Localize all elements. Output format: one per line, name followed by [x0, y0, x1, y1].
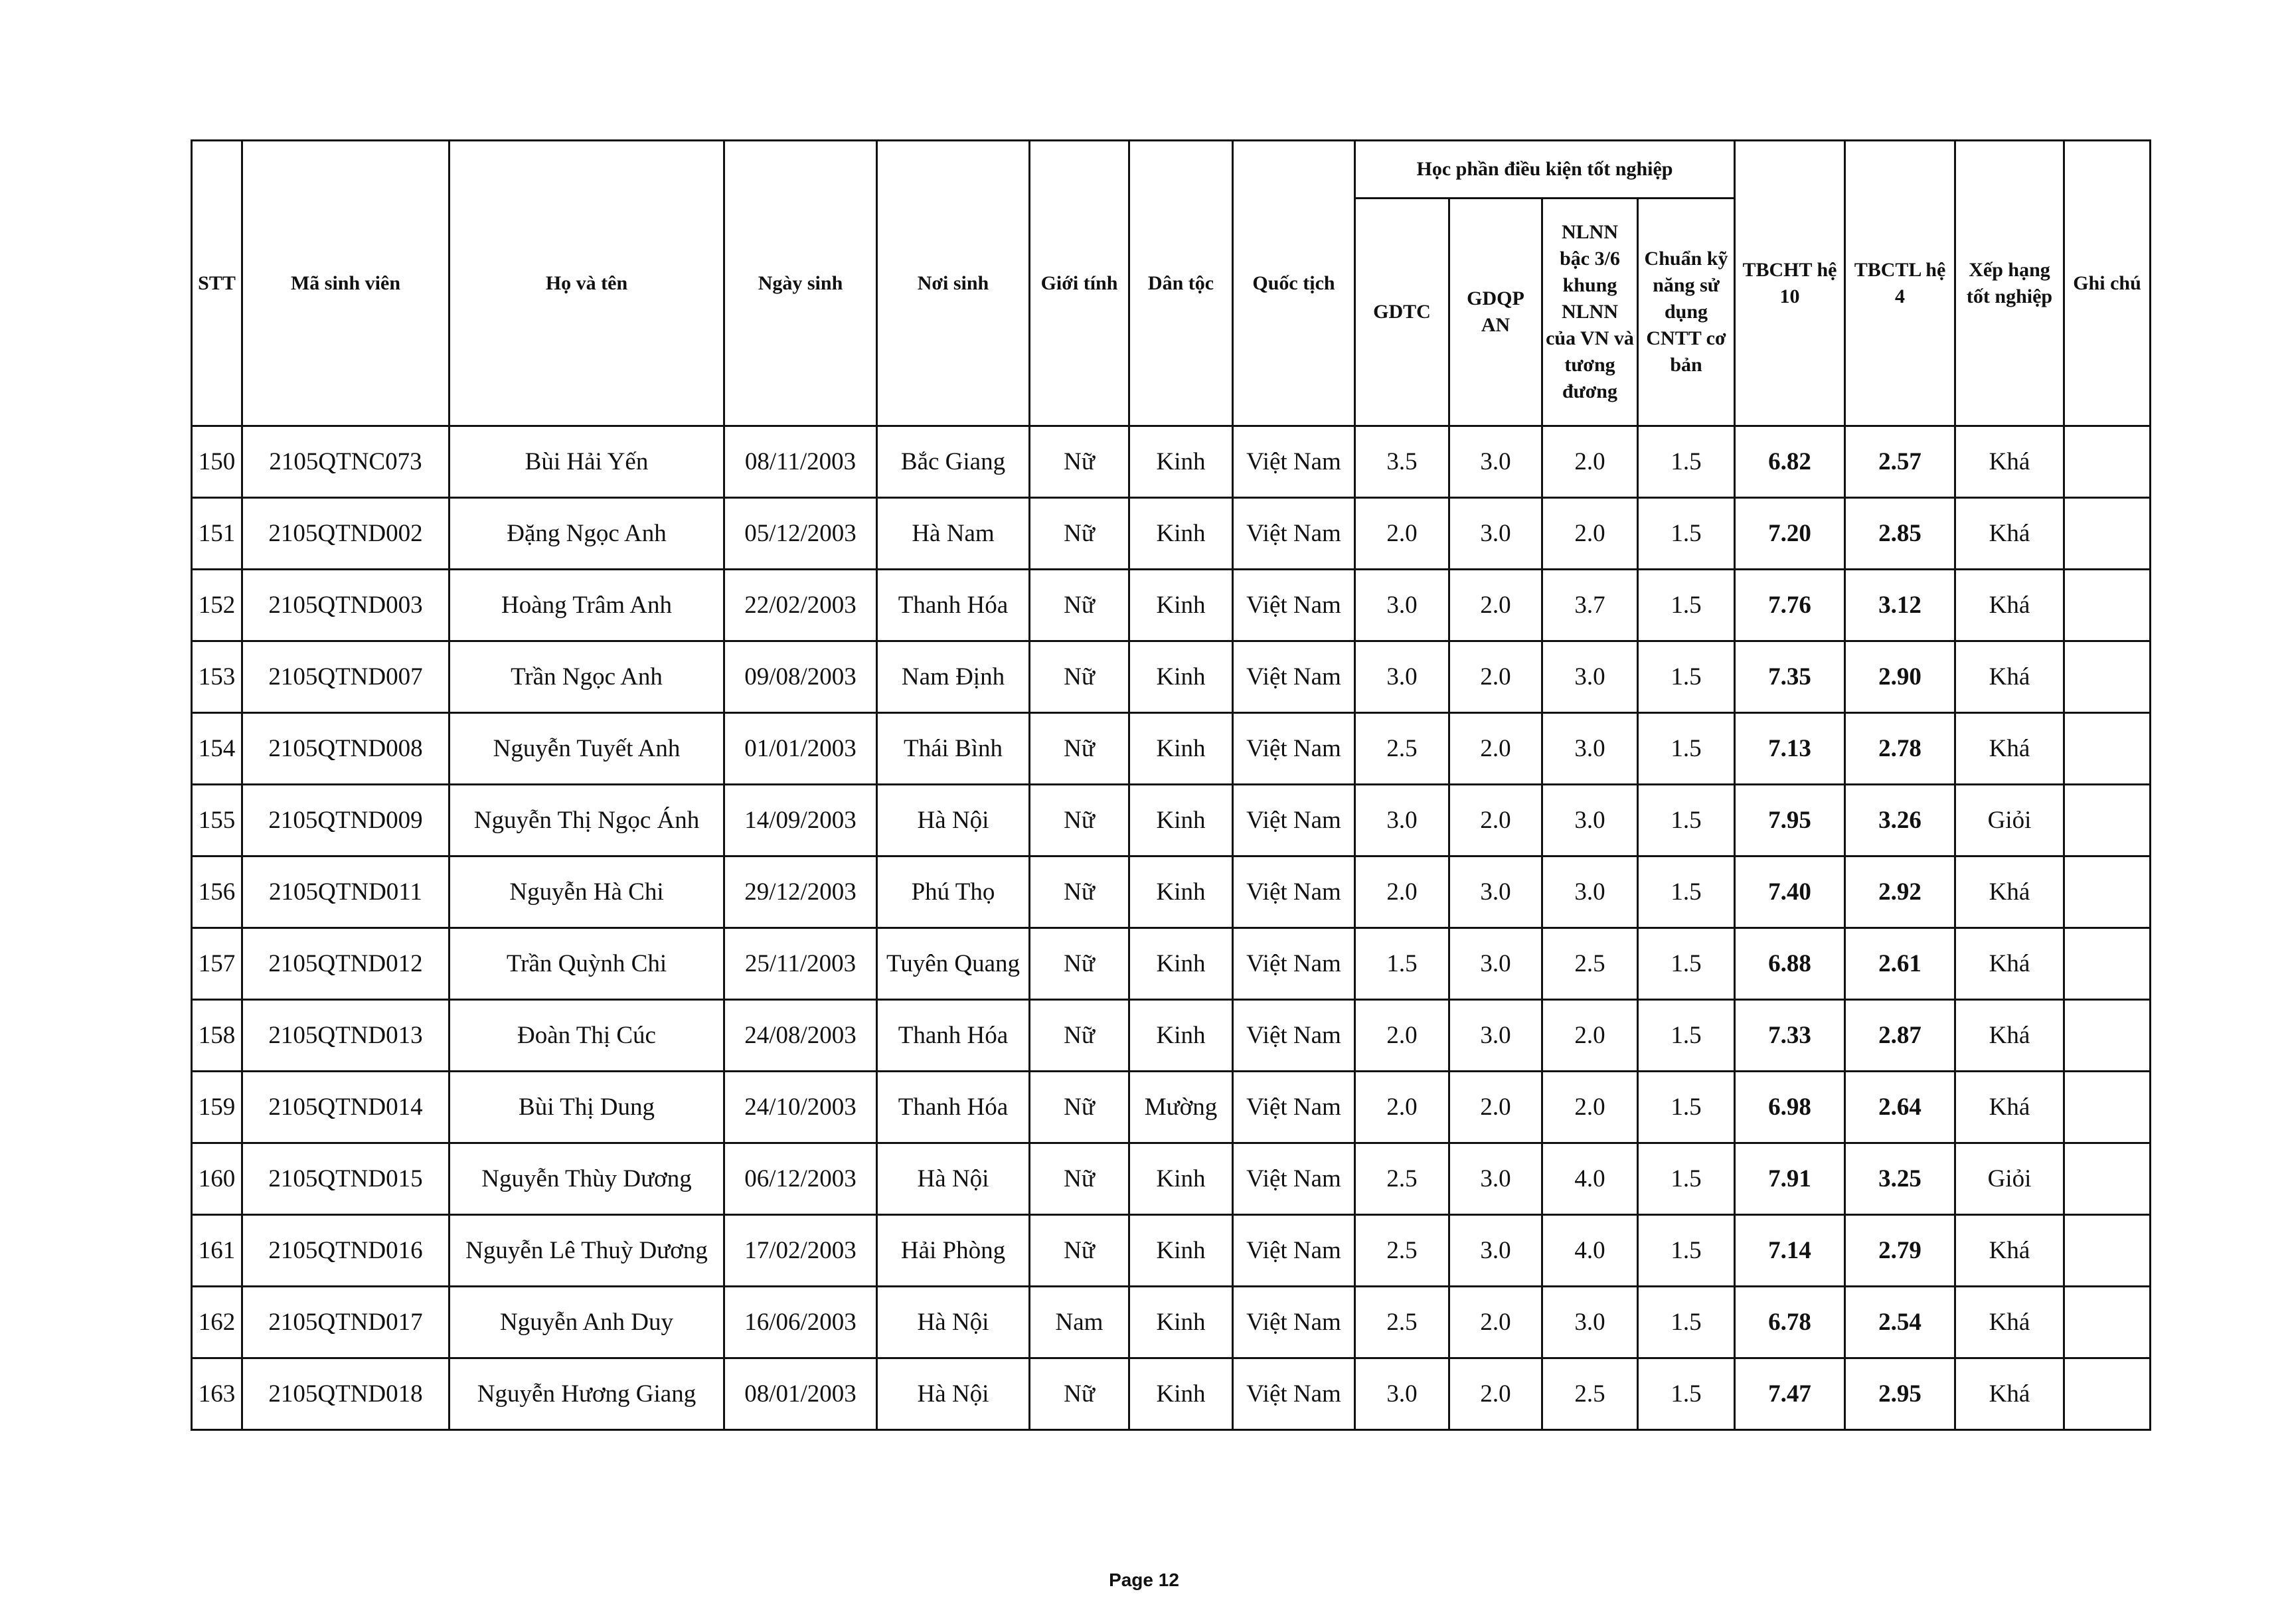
cell-cntt: 1.5: [1638, 928, 1735, 1000]
cell-birth-place: Hà Nội: [877, 1287, 1030, 1358]
cell-cntt: 1.5: [1638, 1000, 1735, 1072]
cell-nlnn: 2.0: [1542, 1000, 1638, 1072]
cell-gdtc: 3.0: [1355, 1358, 1449, 1430]
cell-nationality: Việt Nam: [1233, 1287, 1355, 1358]
cell-ethnicity: Kinh: [1129, 1287, 1233, 1358]
cell-gender: Nữ: [1030, 641, 1129, 713]
header-birth-place: Nơi sinh: [877, 141, 1030, 426]
cell-cntt: 1.5: [1638, 1143, 1735, 1215]
table-row: [192, 1143, 2151, 1215]
cell-full-name: Bùi Hải Yến: [449, 426, 724, 498]
cell-tbctl: 2.54: [1845, 1287, 1955, 1358]
cell-ranking: Khá: [1955, 498, 2064, 570]
cell-ethnicity: Kinh: [1129, 1000, 1233, 1072]
cell-student-id: 2105QTND008: [242, 713, 449, 785]
graduation-table: [191, 139, 2151, 1431]
cell-birth-place: Thanh Hóa: [877, 1072, 1030, 1143]
cell-nlnn: 3.0: [1542, 713, 1638, 785]
cell-nationality: Việt Nam: [1233, 928, 1355, 1000]
cell-tbcht: 7.35: [1735, 641, 1845, 713]
cell-gender: Nữ: [1030, 1143, 1129, 1215]
header-nlnn: NLNN bậc 3/6 khung NLNN của VN và tương đương: [1542, 199, 1638, 426]
cell-birth-place: Hải Phòng: [877, 1215, 1030, 1287]
cell-gender: Nữ: [1030, 498, 1129, 570]
header-stt: STT: [192, 141, 242, 426]
cell-tbcht: 7.95: [1735, 785, 1845, 856]
cell-ranking: Khá: [1955, 928, 2064, 1000]
cell-birth-date: 29/12/2003: [724, 856, 877, 928]
cell-tbcht: 7.40: [1735, 856, 1845, 928]
cell-tbcht: 7.14: [1735, 1215, 1845, 1287]
header-ranking: Xếp hạng tốt nghiệp: [1955, 141, 2064, 426]
cell-nationality: Việt Nam: [1233, 856, 1355, 928]
cell-nationality: Việt Nam: [1233, 1215, 1355, 1287]
cell-gdtc: 2.0: [1355, 856, 1449, 928]
table-row: [192, 1072, 2151, 1143]
cell-note: [2064, 426, 2151, 498]
cell-tbcht: 7.47: [1735, 1358, 1845, 1430]
cell-nlnn: 3.7: [1542, 570, 1638, 641]
cell-cntt: 1.5: [1638, 856, 1735, 928]
cell-gender: Nữ: [1030, 570, 1129, 641]
cell-gender: Nữ: [1030, 1000, 1129, 1072]
table-row: [192, 1000, 2151, 1072]
header-full-name: Họ và tên: [449, 141, 724, 426]
table-row: [192, 1287, 2151, 1358]
cell-tbctl: 2.95: [1845, 1358, 1955, 1430]
cell-cntt: 1.5: [1638, 785, 1735, 856]
cell-nlnn: 3.0: [1542, 641, 1638, 713]
cell-gdtc: 3.0: [1355, 641, 1449, 713]
cell-nationality: Việt Nam: [1233, 498, 1355, 570]
header-ethnicity: Dân tộc: [1129, 141, 1233, 426]
table-row: [192, 713, 2151, 785]
header-graduation-conditions: Học phần điều kiện tốt nghiệp: [1355, 141, 1735, 199]
cell-gender: Nữ: [1030, 713, 1129, 785]
cell-note: [2064, 1215, 2151, 1287]
header-note: Ghi chú: [2064, 141, 2151, 426]
cell-nationality: Việt Nam: [1233, 1358, 1355, 1430]
header-gdqp: GDQP AN: [1449, 199, 1542, 426]
page-number: Page 12: [1109, 1570, 1179, 1590]
header-student-id: Mã sinh viên: [242, 141, 449, 426]
cell-birth-date: 08/01/2003: [724, 1358, 877, 1430]
cell-full-name: Hoàng Trâm Anh: [449, 570, 724, 641]
cell-ranking: Khá: [1955, 856, 2064, 928]
cell-full-name: Đoàn Thị Cúc: [449, 1000, 724, 1072]
cell-tbctl: 2.57: [1845, 426, 1955, 498]
cell-nlnn: 2.0: [1542, 498, 1638, 570]
cell-note: [2064, 856, 2151, 928]
cell-full-name: Nguyễn Thị Ngọc Ánh: [449, 785, 724, 856]
cell-ethnicity: Kinh: [1129, 1143, 1233, 1215]
cell-gdqp: 2.0: [1449, 785, 1542, 856]
cell-tbctl: 2.79: [1845, 1215, 1955, 1287]
cell-gdtc: 2.0: [1355, 1072, 1449, 1143]
cell-cntt: 1.5: [1638, 498, 1735, 570]
cell-birth-date: 05/12/2003: [724, 498, 877, 570]
cell-gdqp: 2.0: [1449, 1072, 1542, 1143]
header-gender: Giới tính: [1030, 141, 1129, 426]
cell-tbcht: 7.91: [1735, 1143, 1845, 1215]
graduation-list-sheet: [191, 139, 2149, 1431]
cell-stt: 159: [192, 1072, 242, 1143]
cell-gdqp: 3.0: [1449, 1215, 1542, 1287]
cell-stt: 156: [192, 856, 242, 928]
cell-student-id: 2105QTND013: [242, 1000, 449, 1072]
cell-nationality: Việt Nam: [1233, 713, 1355, 785]
cell-ranking: Khá: [1955, 1072, 2064, 1143]
cell-ranking: Khá: [1955, 426, 2064, 498]
cell-stt: 151: [192, 498, 242, 570]
cell-ethnicity: Kinh: [1129, 713, 1233, 785]
cell-tbctl: 2.64: [1845, 1072, 1955, 1143]
table-row: [192, 785, 2151, 856]
cell-birth-place: Tuyên Quang: [877, 928, 1030, 1000]
cell-nlnn: 3.0: [1542, 1287, 1638, 1358]
cell-full-name: Nguyễn Hà Chi: [449, 856, 724, 928]
cell-nlnn: 2.0: [1542, 426, 1638, 498]
header-birth-date: Ngày sinh: [724, 141, 877, 426]
cell-full-name: Bùi Thị Dung: [449, 1072, 724, 1143]
cell-birth-place: Thanh Hóa: [877, 570, 1030, 641]
cell-note: [2064, 1143, 2151, 1215]
cell-stt: 152: [192, 570, 242, 641]
cell-stt: 163: [192, 1358, 242, 1430]
cell-cntt: 1.5: [1638, 1072, 1735, 1143]
cell-ranking: Khá: [1955, 1287, 2064, 1358]
cell-tbcht: 6.98: [1735, 1072, 1845, 1143]
cell-nationality: Việt Nam: [1233, 570, 1355, 641]
cell-ethnicity: Kinh: [1129, 641, 1233, 713]
cell-note: [2064, 1358, 2151, 1430]
cell-cntt: 1.5: [1638, 641, 1735, 713]
cell-ranking: Khá: [1955, 570, 2064, 641]
cell-ranking: Giỏi: [1955, 785, 2064, 856]
cell-tbctl: 3.26: [1845, 785, 1955, 856]
cell-nlnn: 4.0: [1542, 1143, 1638, 1215]
table-row: [192, 928, 2151, 1000]
cell-note: [2064, 1000, 2151, 1072]
cell-note: [2064, 1287, 2151, 1358]
cell-ranking: Khá: [1955, 1000, 2064, 1072]
cell-birth-place: Hà Nội: [877, 1358, 1030, 1430]
cell-birth-place: Phú Thọ: [877, 856, 1030, 928]
cell-stt: 150: [192, 426, 242, 498]
cell-full-name: Nguyễn Hương Giang: [449, 1358, 724, 1430]
cell-ethnicity: Kinh: [1129, 785, 1233, 856]
header-tbctl: TBCTL hệ 4: [1845, 141, 1955, 426]
cell-student-id: 2105QTND016: [242, 1215, 449, 1287]
table-row: [192, 426, 2151, 498]
cell-tbcht: 6.78: [1735, 1287, 1845, 1358]
cell-stt: 161: [192, 1215, 242, 1287]
cell-gdqp: 3.0: [1449, 928, 1542, 1000]
cell-student-id: 2105QTNC073: [242, 426, 449, 498]
cell-birth-date: 08/11/2003: [724, 426, 877, 498]
cell-ethnicity: Kinh: [1129, 570, 1233, 641]
cell-stt: 158: [192, 1000, 242, 1072]
cell-nationality: Việt Nam: [1233, 785, 1355, 856]
cell-student-id: 2105QTND002: [242, 498, 449, 570]
cell-nlnn: 2.0: [1542, 1072, 1638, 1143]
cell-ethnicity: Kinh: [1129, 928, 1233, 1000]
cell-birth-place: Hà Nam: [877, 498, 1030, 570]
cell-gender: Nữ: [1030, 785, 1129, 856]
cell-tbcht: 6.82: [1735, 426, 1845, 498]
table-row: [192, 641, 2151, 713]
cell-nlnn: 4.0: [1542, 1215, 1638, 1287]
cell-gdqp: 3.0: [1449, 498, 1542, 570]
cell-full-name: Trần Quỳnh Chi: [449, 928, 724, 1000]
cell-tbctl: 2.87: [1845, 1000, 1955, 1072]
cell-ethnicity: Kinh: [1129, 426, 1233, 498]
cell-ranking: Khá: [1955, 641, 2064, 713]
header-tbcht: TBCHT hệ 10: [1735, 141, 1845, 426]
cell-gdtc: 1.5: [1355, 928, 1449, 1000]
cell-birth-date: 24/08/2003: [724, 1000, 877, 1072]
cell-stt: 155: [192, 785, 242, 856]
cell-birth-place: Hà Nội: [877, 785, 1030, 856]
cell-nlnn: 2.5: [1542, 928, 1638, 1000]
cell-stt: 157: [192, 928, 242, 1000]
cell-birth-date: 01/01/2003: [724, 713, 877, 785]
cell-cntt: 1.5: [1638, 1358, 1735, 1430]
cell-gdqp: 3.0: [1449, 1000, 1542, 1072]
cell-gender: Nữ: [1030, 1358, 1129, 1430]
cell-tbcht: 7.20: [1735, 498, 1845, 570]
cell-birth-date: 25/11/2003: [724, 928, 877, 1000]
cell-student-id: 2105QTND012: [242, 928, 449, 1000]
cell-full-name: Nguyễn Tuyết Anh: [449, 713, 724, 785]
cell-tbctl: 2.85: [1845, 498, 1955, 570]
cell-gdqp: 2.0: [1449, 570, 1542, 641]
cell-gender: Nữ: [1030, 426, 1129, 498]
cell-gdqp: 2.0: [1449, 713, 1542, 785]
cell-gdqp: 2.0: [1449, 1287, 1542, 1358]
cell-gdtc: 3.5: [1355, 426, 1449, 498]
cell-tbctl: 2.90: [1845, 641, 1955, 713]
cell-note: [2064, 785, 2151, 856]
cell-cntt: 1.5: [1638, 1215, 1735, 1287]
cell-birth-place: Thái Bình: [877, 713, 1030, 785]
cell-gdqp: 2.0: [1449, 1358, 1542, 1430]
table-row: [192, 570, 2151, 641]
cell-gdqp: 3.0: [1449, 856, 1542, 928]
cell-tbctl: 3.12: [1845, 570, 1955, 641]
table-body: [192, 426, 2151, 1430]
cell-note: [2064, 641, 2151, 713]
header-gdtc: GDTC: [1355, 199, 1449, 426]
cell-ethnicity: Mường: [1129, 1072, 1233, 1143]
cell-cntt: 1.5: [1638, 713, 1735, 785]
cell-ethnicity: Kinh: [1129, 1215, 1233, 1287]
cell-full-name: Nguyễn Anh Duy: [449, 1287, 724, 1358]
cell-stt: 153: [192, 641, 242, 713]
cell-gdqp: 2.0: [1449, 641, 1542, 713]
cell-note: [2064, 498, 2151, 570]
cell-note: [2064, 1072, 2151, 1143]
cell-student-id: 2105QTND007: [242, 641, 449, 713]
table-row: [192, 856, 2151, 928]
cell-student-id: 2105QTND014: [242, 1072, 449, 1143]
cell-birth-place: Thanh Hóa: [877, 1000, 1030, 1072]
cell-student-id: 2105QTND017: [242, 1287, 449, 1358]
cell-student-id: 2105QTND011: [242, 856, 449, 928]
cell-stt: 160: [192, 1143, 242, 1215]
cell-birth-date: 06/12/2003: [724, 1143, 877, 1215]
cell-ranking: Khá: [1955, 1358, 2064, 1430]
table-row: [192, 1215, 2151, 1287]
cell-student-id: 2105QTND018: [242, 1358, 449, 1430]
cell-gender: Nữ: [1030, 928, 1129, 1000]
cell-ethnicity: Kinh: [1129, 498, 1233, 570]
cell-full-name: Trần Ngọc Anh: [449, 641, 724, 713]
cell-tbcht: 7.13: [1735, 713, 1845, 785]
cell-birth-date: 22/02/2003: [724, 570, 877, 641]
table-header: [192, 141, 2151, 426]
cell-gdtc: 2.5: [1355, 1287, 1449, 1358]
cell-note: [2064, 570, 2151, 641]
cell-nationality: Việt Nam: [1233, 1000, 1355, 1072]
cell-note: [2064, 713, 2151, 785]
cell-tbcht: 6.88: [1735, 928, 1845, 1000]
cell-nlnn: 2.5: [1542, 1358, 1638, 1430]
cell-birth-date: 24/10/2003: [724, 1072, 877, 1143]
cell-tbcht: 7.76: [1735, 570, 1845, 641]
header-nationality: Quốc tịch: [1233, 141, 1355, 426]
cell-birth-place: Nam Định: [877, 641, 1030, 713]
cell-birth-place: Hà Nội: [877, 1143, 1030, 1215]
cell-full-name: Đặng Ngọc Anh: [449, 498, 724, 570]
cell-tbctl: 2.92: [1845, 856, 1955, 928]
cell-birth-date: 14/09/2003: [724, 785, 877, 856]
table-row: [192, 498, 2151, 570]
cell-cntt: 1.5: [1638, 426, 1735, 498]
cell-cntt: 1.5: [1638, 570, 1735, 641]
cell-gdtc: 3.0: [1355, 785, 1449, 856]
cell-nationality: Việt Nam: [1233, 1143, 1355, 1215]
cell-nlnn: 3.0: [1542, 785, 1638, 856]
cell-gdtc: 2.5: [1355, 1143, 1449, 1215]
cell-stt: 162: [192, 1287, 242, 1358]
cell-birth-date: 09/08/2003: [724, 641, 877, 713]
cell-ethnicity: Kinh: [1129, 1358, 1233, 1430]
cell-birth-date: 17/02/2003: [724, 1215, 877, 1287]
cell-full-name: Nguyễn Thùy Dương: [449, 1143, 724, 1215]
cell-ranking: Khá: [1955, 713, 2064, 785]
cell-cntt: 1.5: [1638, 1287, 1735, 1358]
cell-note: [2064, 928, 2151, 1000]
cell-student-id: 2105QTND015: [242, 1143, 449, 1215]
cell-gender: Nữ: [1030, 1215, 1129, 1287]
cell-nationality: Việt Nam: [1233, 1072, 1355, 1143]
cell-student-id: 2105QTND009: [242, 785, 449, 856]
cell-birth-date: 16/06/2003: [724, 1287, 877, 1358]
cell-tbcht: 7.33: [1735, 1000, 1845, 1072]
cell-tbctl: 2.78: [1845, 713, 1955, 785]
cell-gdtc: 2.0: [1355, 498, 1449, 570]
cell-full-name: Nguyễn Lê Thuỳ Dương: [449, 1215, 724, 1287]
cell-nationality: Việt Nam: [1233, 641, 1355, 713]
cell-gdqp: 3.0: [1449, 426, 1542, 498]
cell-stt: 154: [192, 713, 242, 785]
cell-student-id: 2105QTND003: [242, 570, 449, 641]
table-row: [192, 1358, 2151, 1430]
cell-gdtc: 2.5: [1355, 1215, 1449, 1287]
cell-gdqp: 3.0: [1449, 1143, 1542, 1215]
cell-gender: Nữ: [1030, 1072, 1129, 1143]
cell-gdtc: 2.0: [1355, 1000, 1449, 1072]
cell-gender: Nam: [1030, 1287, 1129, 1358]
cell-ranking: Giỏi: [1955, 1143, 2064, 1215]
cell-nlnn: 3.0: [1542, 856, 1638, 928]
cell-ranking: Khá: [1955, 1215, 2064, 1287]
cell-tbctl: 3.25: [1845, 1143, 1955, 1215]
cell-nationality: Việt Nam: [1233, 426, 1355, 498]
cell-ethnicity: Kinh: [1129, 856, 1233, 928]
cell-gdtc: 2.5: [1355, 713, 1449, 785]
cell-gender: Nữ: [1030, 856, 1129, 928]
cell-gdtc: 3.0: [1355, 570, 1449, 641]
cell-birth-place: Bắc Giang: [877, 426, 1030, 498]
cell-tbctl: 2.61: [1845, 928, 1955, 1000]
header-cntt: Chuẩn kỹ năng sử dụng CNTT cơ bản: [1638, 199, 1735, 426]
